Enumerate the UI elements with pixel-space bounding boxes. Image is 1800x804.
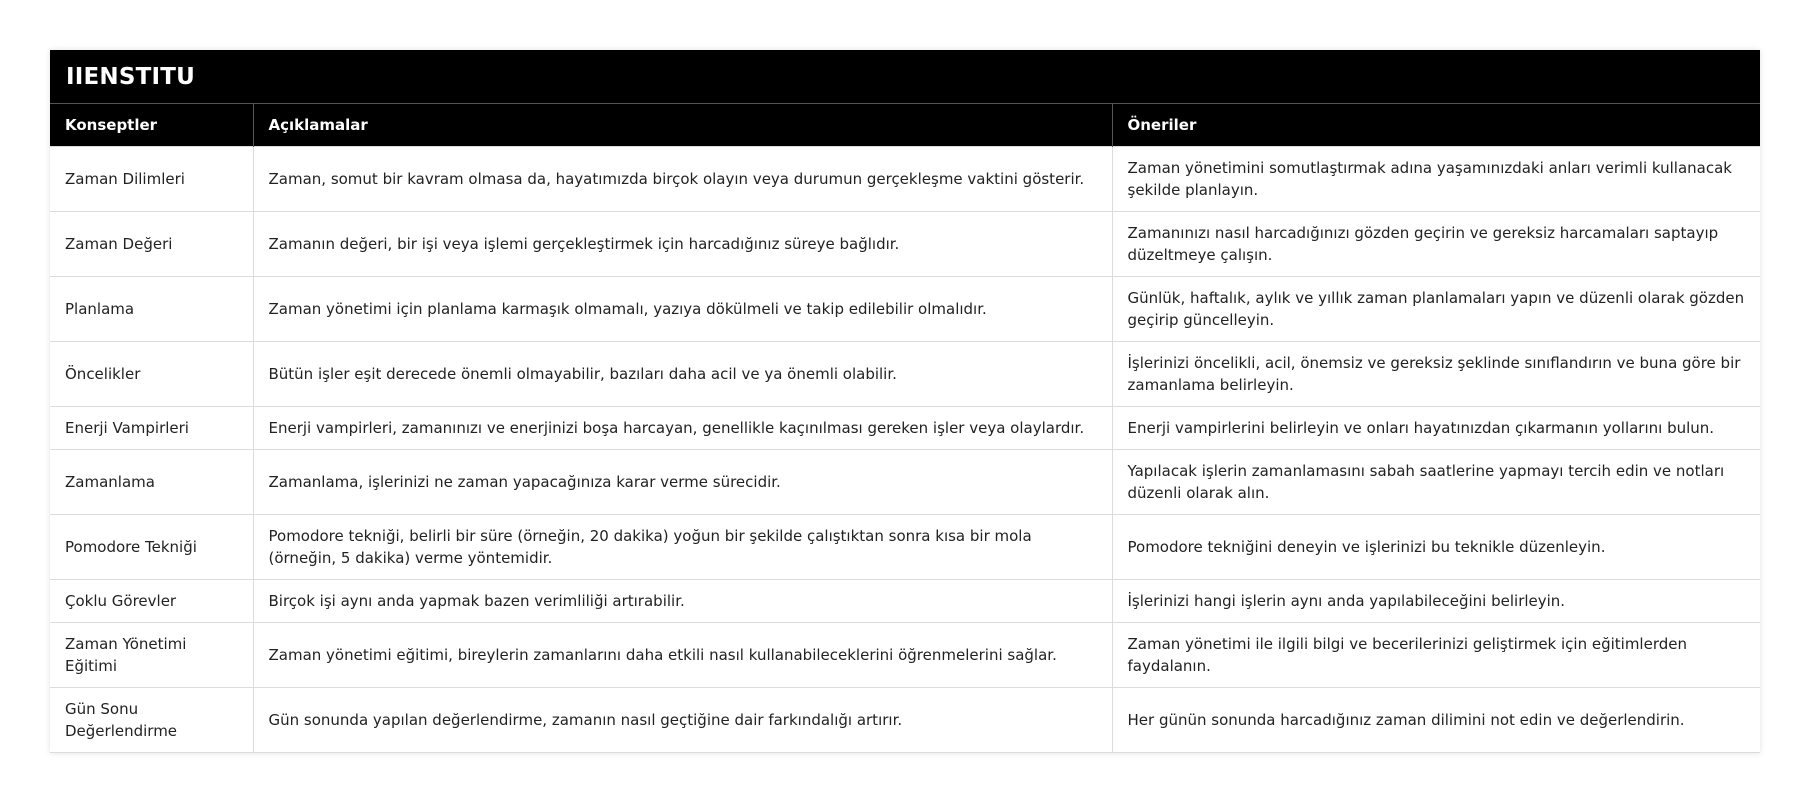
description-cell: Birçok işi aynı anda yapmak bazen verimliliği artırabilir.: [253, 579, 1112, 622]
suggestion-cell: Zaman yönetimi ile ilgili bilgi ve becerilerinizi geliştirmek için eğitimlerden faydalanın.: [1112, 622, 1760, 687]
table-row: [50, 449, 1760, 514]
concepts-table: [50, 104, 1760, 753]
concept-cell: Gün Sonu Değerlendirme: [50, 687, 253, 752]
description-cell: Bütün işler eşit derecede önemli olmayabilir, bazıları daha acil ve ya önemli olabilir.: [253, 341, 1112, 406]
suggestion-cell: İşlerinizi öncelikli, acil, önemsiz ve gereksiz şeklinde sınıflandırın ve buna göre bir zamanlama belirleyin.: [1112, 341, 1760, 406]
table-row: [50, 622, 1760, 687]
suggestion-cell: Zaman yönetimini somutlaştırmak adına yaşamınızdaki anları verimli kullanacak şekilde planlayın.: [1112, 146, 1760, 211]
table-row: [50, 146, 1760, 211]
table-row: [50, 687, 1760, 752]
concept-cell: Planlama: [50, 276, 253, 341]
suggestion-cell: Enerji vampirlerini belirleyin ve onları hayatınızdan çıkarmanın yollarını bulun.: [1112, 406, 1760, 449]
description-cell: Zamanlama, işlerinizi ne zaman yapacağınıza karar verme sürecidir.: [253, 449, 1112, 514]
table-row: [50, 514, 1760, 579]
description-cell: Zamanın değeri, bir işi veya işlemi gerçekleştirmek için harcadığınız süreye bağlıdır.: [253, 211, 1112, 276]
description-cell: Pomodore tekniği, belirli bir süre (örneğin, 20 dakika) yoğun bir şekilde çalıştıktan sonra kısa bir mola (örneğin, 5 dakika) verme yöntemidir.: [253, 514, 1112, 579]
concept-cell: Zaman Değeri: [50, 211, 253, 276]
table-row: [50, 276, 1760, 341]
brand-header: [50, 50, 1760, 104]
table-row: [50, 211, 1760, 276]
suggestion-cell: Günlük, haftalık, aylık ve yıllık zaman planlamaları yapın ve düzenli olarak gözden geçirip güncelleyin.: [1112, 276, 1760, 341]
concept-cell: Zaman Yönetimi Eğitimi: [50, 622, 253, 687]
table-row: [50, 341, 1760, 406]
concept-cell: Zamanlama: [50, 449, 253, 514]
description-cell: Zaman yönetimi eğitimi, bireylerin zamanlarını daha etkili nasıl kullanabileceklerini öğrenmelerini sağlar.: [253, 622, 1112, 687]
description-cell: Zaman, somut bir kavram olmasa da, hayatımızda birçok olayın veya durumun gerçekleşme vaktini gösterir.: [253, 146, 1112, 211]
column-header-concepts: Konseptler: [50, 104, 253, 146]
concept-cell: Öncelikler: [50, 341, 253, 406]
suggestion-cell: İşlerinizi hangi işlerin aynı anda yapılabileceğini belirleyin.: [1112, 579, 1760, 622]
description-cell: Zaman yönetimi için planlama karmaşık olmamalı, yazıya dökülmeli ve takip edilebilir olmalıdır.: [253, 276, 1112, 341]
concept-cell: Zaman Dilimleri: [50, 146, 253, 211]
description-cell: Enerji vampirleri, zamanınızı ve enerjinizi boşa harcayan, genellikle kaçınılması gereken işler veya olaylardır.: [253, 406, 1112, 449]
suggestion-cell: Yapılacak işlerin zamanlamasını sabah saatlerine yapmayı tercih edin ve notları düzenli olarak alın.: [1112, 449, 1760, 514]
brand-title: IIENSTITU: [66, 63, 196, 90]
concept-cell: Pomodore Tekniği: [50, 514, 253, 579]
table-row: [50, 579, 1760, 622]
table-row: [50, 406, 1760, 449]
suggestion-cell: Pomodore tekniğini deneyin ve işlerinizi bu teknikle düzenleyin.: [1112, 514, 1760, 579]
column-header-descriptions: Açıklamalar: [253, 104, 1112, 146]
column-header-suggestions: Öneriler: [1112, 104, 1760, 146]
suggestion-cell: Her günün sonunda harcadığınız zaman dilimini not edin ve değerlendirin.: [1112, 687, 1760, 752]
concept-cell: Enerji Vampirleri: [50, 406, 253, 449]
concept-cell: Çoklu Görevler: [50, 579, 253, 622]
suggestion-cell: Zamanınızı nasıl harcadığınızı gözden geçirin ve gereksiz harcamaları saptayıp düzeltmeye çalışın.: [1112, 211, 1760, 276]
content-card: [50, 50, 1760, 753]
table-header-row: [50, 104, 1760, 146]
description-cell: Gün sonunda yapılan değerlendirme, zamanın nasıl geçtiğine dair farkındalığı artırır.: [253, 687, 1112, 752]
